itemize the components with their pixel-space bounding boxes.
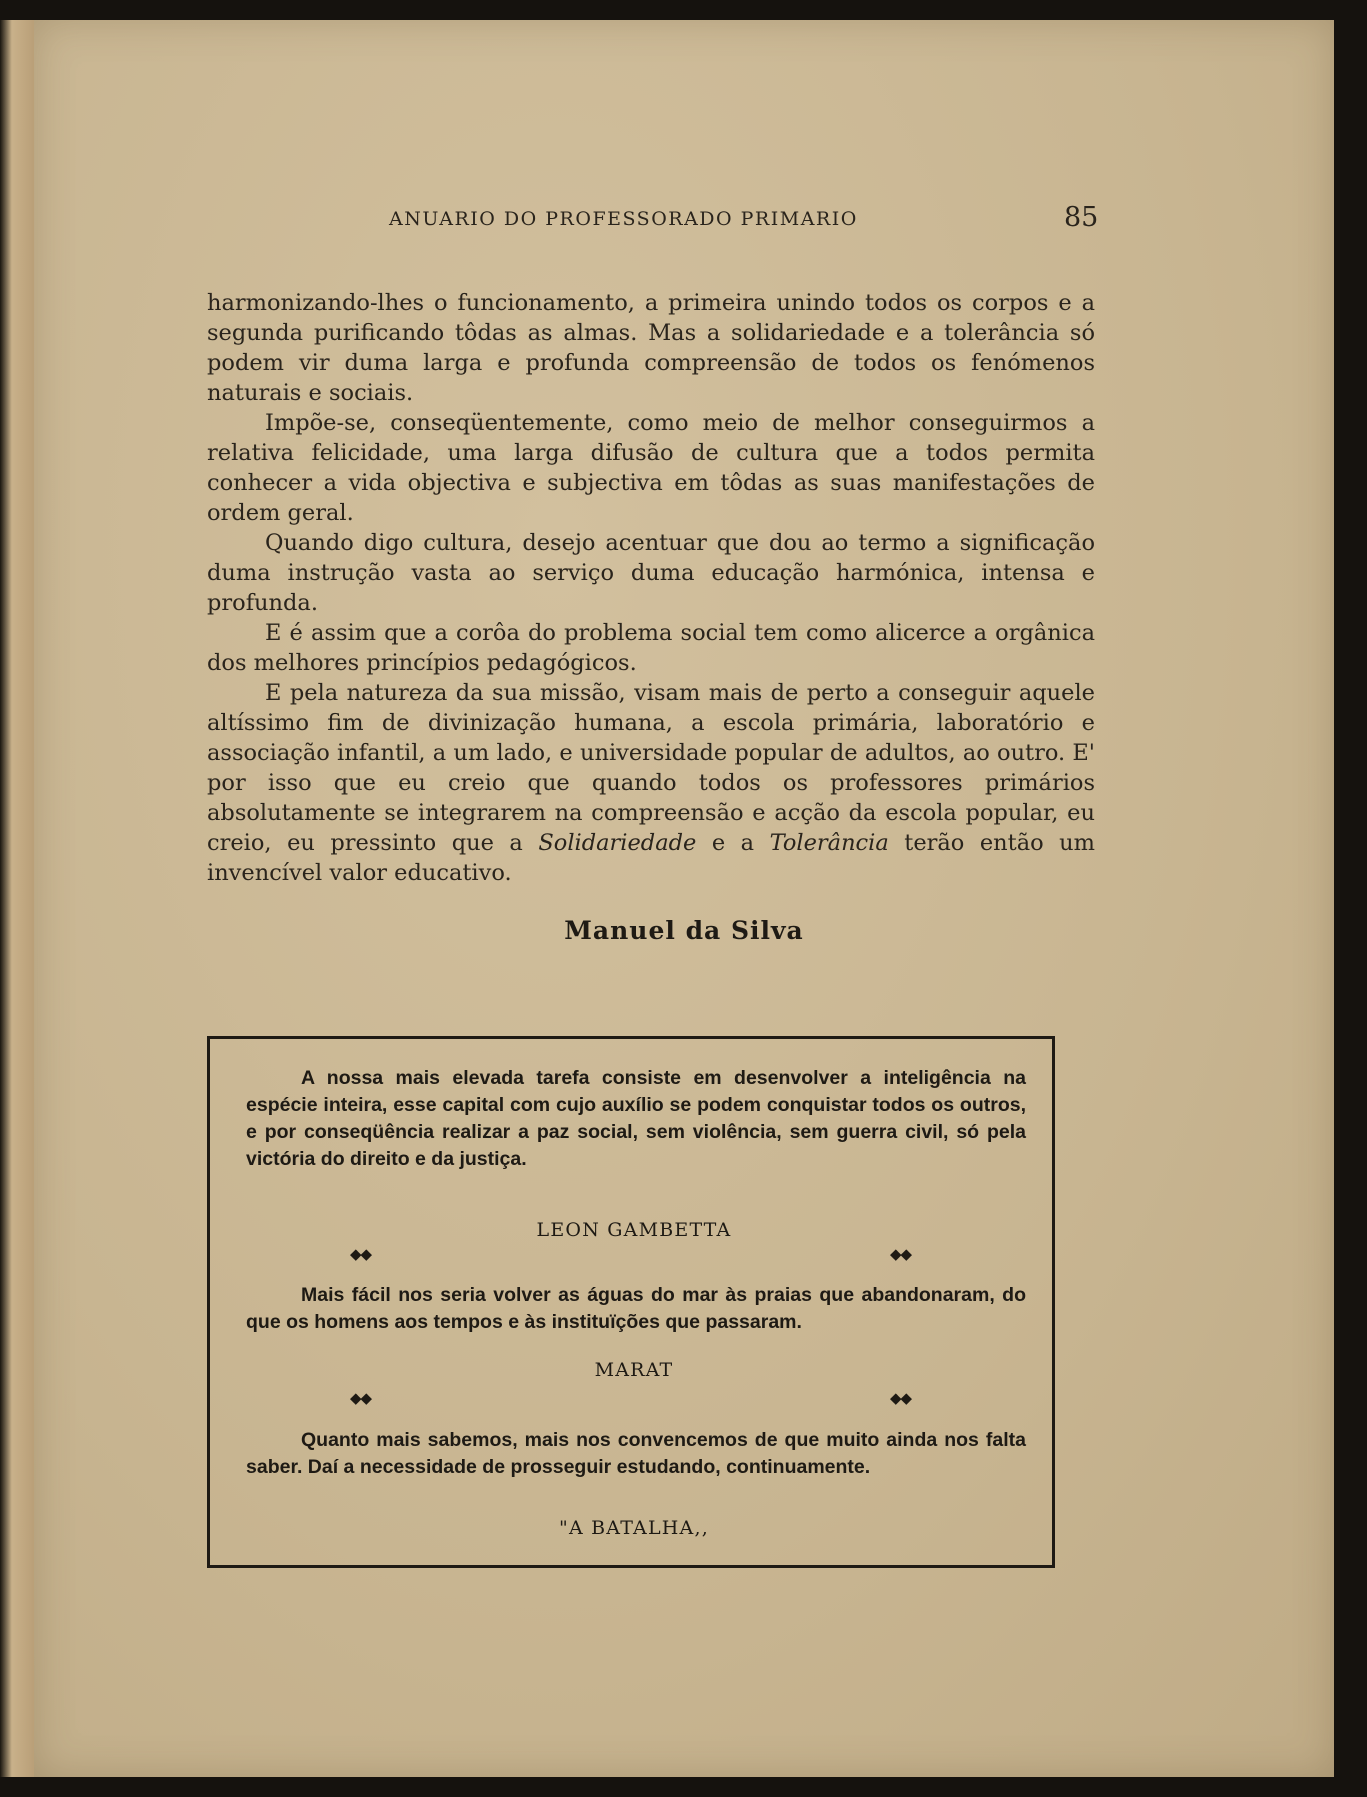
- paragraph-3: Quando digo cultura, desejo acentuar que dou ao termo a significação duma instrução vasta ao serviço duma educação harmónica, intensa e profunda.: [207, 530, 1095, 616]
- separator-right-1: ◆◆: [890, 1245, 912, 1263]
- quote-gambetta-author: LEON GAMBETTA: [536, 1219, 732, 1241]
- italic-solidariedade: Solidariedade: [538, 830, 697, 856]
- paragraph-1: harmonizando-lhes o funcionamento, a primeira unindo todos os corpos e a segunda purificando tôdas as almas. Mas a solidariedade e a tolerância só podem vir duma larga e profunda compreensão de todos os fenómenos naturais e sociais.: [207, 290, 1095, 406]
- author-signature: Manuel da Silva: [564, 916, 804, 945]
- page-left-edge: [0, 20, 34, 1777]
- separator-left-2: ◆◆: [350, 1389, 372, 1407]
- quote-marat-text: Mais fácil nos seria volver as águas do mar às praias que abandonaram, do que os homens aos tempos e às instituïções que passaram.: [246, 1284, 1026, 1333]
- quote-marat-author: MARAT: [594, 1359, 674, 1381]
- paragraph-5-text: E pela natureza da sua missão, visam mais de perto a conseguir aquele altíssimo fim de divinização humana, a escola primária, laboratório e associação infantil, a um lado, e universidade popular de adultos, ao outro. E' por isso que eu creio que quando todos os professores primários absolutamente se integrarem na compreensão e acção da escola popular, eu creio, eu pressinto que a: [207, 680, 1095, 856]
- quotes-box: [207, 1036, 1055, 1568]
- page-number: 85: [1064, 202, 1099, 233]
- quote-batalha-text: Quanto mais sabemos, mais nos convencemos de que muito ainda nos falta saber. Daí a necessidade de prosseguir estudando, continuamente.: [246, 1429, 1026, 1478]
- quote-gambetta-text: A nossa mais elevada tarefa consiste em desenvolver a inteligência na espécie inteira, esse capital com cujo auxílio se podem conquistar todos os outros, e por conseqüência realizar a paz social, sem violência, sem guerra civil, só pela victória do direito e da justiça.: [246, 1067, 1026, 1170]
- separator-left-1: ◆◆: [350, 1245, 372, 1263]
- book-page: [34, 20, 1334, 1777]
- running-title: ANUARIO DO PROFESSORADO PRIMARIO: [389, 208, 858, 230]
- paragraph-5-end: terão então um invencível valor educativo.: [207, 830, 1095, 886]
- quote-batalha-author: "A BATALHA,,: [559, 1517, 709, 1539]
- paragraph-5-mid: e a: [696, 830, 770, 856]
- quote-batalha: [246, 1427, 1026, 1481]
- quote-marat: [246, 1282, 1026, 1336]
- italic-tolerancia: Tolerância: [769, 830, 889, 856]
- paragraph-5: [207, 678, 1095, 888]
- body-text: [207, 288, 1095, 888]
- quote-gambetta: [246, 1065, 1026, 1173]
- paragraph-4: E é assim que a corôa do problema social tem como alicerce a orgânica dos melhores princípios pedagógicos.: [207, 620, 1095, 676]
- paragraph-2: Impõe-se, conseqüentemente, como meio de melhor conseguirmos a relativa felicidade, uma larga difusão de cultura que a todos permita conhecer a vida objectiva e subjectiva em tôdas as suas manifestações de ordem geral.: [207, 410, 1095, 526]
- separator-right-2: ◆◆: [890, 1389, 912, 1407]
